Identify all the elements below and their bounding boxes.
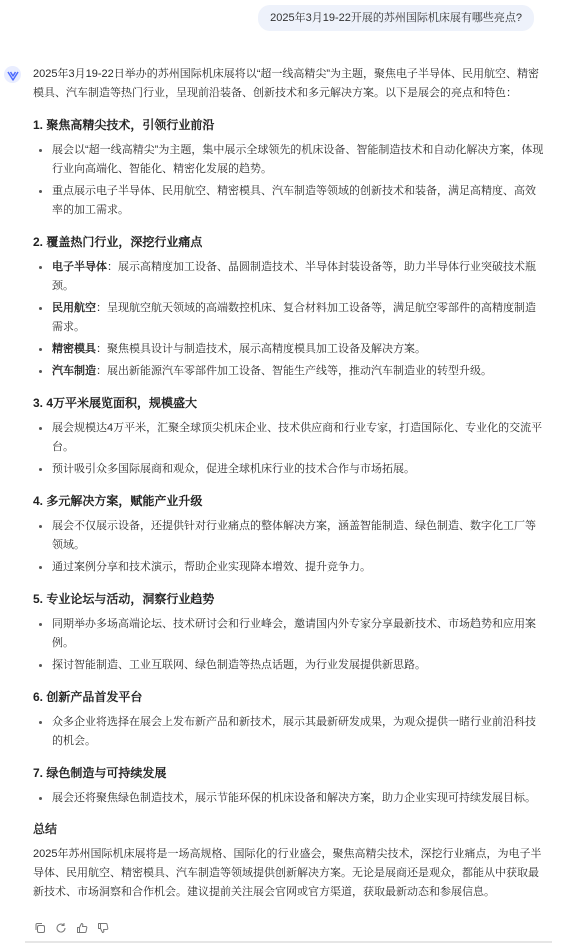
bullet-item bbox=[33, 419, 545, 457]
assistant-avatar bbox=[4, 66, 21, 83]
bullet-item bbox=[33, 713, 545, 751]
section-bullet-list bbox=[33, 713, 545, 751]
bullet-item bbox=[33, 362, 545, 381]
bullet-label: 民用航空 bbox=[52, 302, 96, 314]
message-actions bbox=[33, 921, 109, 934]
section-bullet-list bbox=[33, 517, 545, 577]
answer-sections bbox=[33, 116, 545, 808]
thumbs-up-icon[interactable] bbox=[75, 921, 88, 934]
summary-title: 总结 bbox=[33, 822, 58, 836]
section-bullet-list bbox=[33, 789, 545, 808]
bullet-item bbox=[33, 258, 545, 296]
section-bullet-list bbox=[33, 615, 545, 675]
bullet-text: ：展出新能源汽车零部件加工设备、智能生产线等，推动汽车制造业的转型升级。 bbox=[96, 365, 492, 377]
bullet-label: 精密模具 bbox=[52, 343, 96, 355]
section-title: 1. 聚焦高精尖技术，引领行业前沿 bbox=[33, 118, 215, 132]
bullet-text: 众多企业将选择在展会上发布新产品和新技术，展示其最新研发成果，为观众提供一睹行业前沿科技的机会。 bbox=[52, 716, 536, 747]
thumbs-down-icon[interactable] bbox=[96, 921, 109, 934]
section-title: 2. 覆盖热门行业，深挖行业痛点 bbox=[33, 235, 203, 249]
bullet-item bbox=[33, 615, 545, 653]
bullet-text: 展会不仅展示设备，还提供针对行业痛点的整体解决方案，涵盖智能制造、绿色制造、数字化工厂等领域。 bbox=[52, 520, 536, 551]
bullet-item bbox=[33, 789, 545, 808]
section-title: 7. 绿色制造与可持续发展 bbox=[33, 766, 167, 780]
bullet-label: 汽车制造 bbox=[52, 365, 96, 377]
bullet-item bbox=[33, 460, 545, 479]
bullet-text: 展会还将聚焦绿色制造技术，展示节能环保的机床设备和解决方案，助力企业实现可持续发展目标。 bbox=[52, 792, 536, 804]
assistant-logo-icon bbox=[7, 69, 19, 81]
section-title: 3. 4万平米展览面积，规模盛大 bbox=[33, 396, 198, 410]
copy-icon[interactable] bbox=[33, 921, 46, 934]
bullet-item bbox=[33, 141, 545, 179]
section-title: 5. 专业论坛与活动，洞察行业趋势 bbox=[33, 592, 215, 606]
bullet-item bbox=[33, 558, 545, 577]
bullet-text: 展会以“超一线高精尖”为主题，集中展示全球领先的机床设备、智能制造技术和自动化解决方案，体现行业向高端化、智能化、精密化发展的趋势。 bbox=[52, 144, 544, 175]
section-title: 6. 创新产品首发平台 bbox=[33, 690, 143, 704]
section-bullet-list bbox=[33, 141, 545, 220]
bullet-text: ：展示高精度加工设备、晶圆制造技术、半导体封装设备等，助力半导体行业突破技术瓶颈。 bbox=[52, 261, 536, 292]
answer-intro: 2025年3月19-22日举办的苏州国际机床展将以“超一线高精尖”为主题，聚焦电子半导体、民用航空、精密模具、汽车制造等热门行业，呈现前沿装备、创新技术和多元解决方案。以下是展会的亮点和特色： bbox=[33, 68, 540, 99]
bullet-item bbox=[33, 517, 545, 555]
user-message-bubble: 2025年3月19-22开展的苏州国际机床展有哪些亮点? bbox=[258, 5, 534, 31]
bullet-text: 通过案例分享和技术演示，帮助企业实现降本增效、提升竞争力。 bbox=[52, 561, 371, 573]
bullet-text: 探讨智能制造、工业互联网、绿色制造等热点话题，为行业发展提供新思路。 bbox=[52, 659, 426, 671]
bullet-text: 预计吸引众多国际展商和观众，促进全球机床行业的技术合作与市场拓展。 bbox=[52, 463, 415, 475]
bullet-item bbox=[33, 182, 545, 220]
refresh-icon[interactable] bbox=[54, 921, 67, 934]
bullet-item bbox=[33, 656, 545, 675]
section-bullet-list bbox=[33, 258, 545, 381]
bullet-text: 展会规模达4万平米，汇聚全球顶尖机床企业、技术供应商和行业专家，打造国际化、专业化的交流平台。 bbox=[52, 422, 543, 453]
section-bullet-list bbox=[33, 419, 545, 479]
bullet-item bbox=[33, 340, 545, 359]
bullet-text: 同期举办多场高端论坛、技术研讨会和行业峰会，邀请国内外专家分享最新技术、市场趋势和应用案例。 bbox=[52, 618, 536, 649]
bullet-item bbox=[33, 299, 545, 337]
summary-text: 2025年苏州国际机床展将是一场高规格、国际化的行业盛会，聚焦高精尖技术，深挖行业痛点，为电子半导体、民用航空、精密模具、汽车制造等领域提供创新解决方案。无论是展商还是观众，都能从中获取最新技术、市场洞察和合作机会。建议提前关注展会官网或官方渠道，获取最新动态和参展信息。 bbox=[33, 848, 542, 898]
section-title: 4. 多元解决方案，赋能产业升级 bbox=[33, 494, 203, 508]
bullet-text: 重点展示电子半导体、民用航空、精密模具、汽车制造等领域的创新技术和装备，满足高精度、高效率的加工需求。 bbox=[52, 185, 536, 216]
bullet-text: ：呈现航空航天领域的高端数控机床、复合材料加工设备等，满足航空零部件的高精度制造需求。 bbox=[52, 302, 536, 333]
bullet-text: ：聚焦模具设计与制造技术，展示高精度模具加工设备及解决方案。 bbox=[96, 343, 426, 355]
bullet-label: 电子半导体 bbox=[52, 261, 107, 273]
assistant-answer bbox=[33, 65, 545, 902]
